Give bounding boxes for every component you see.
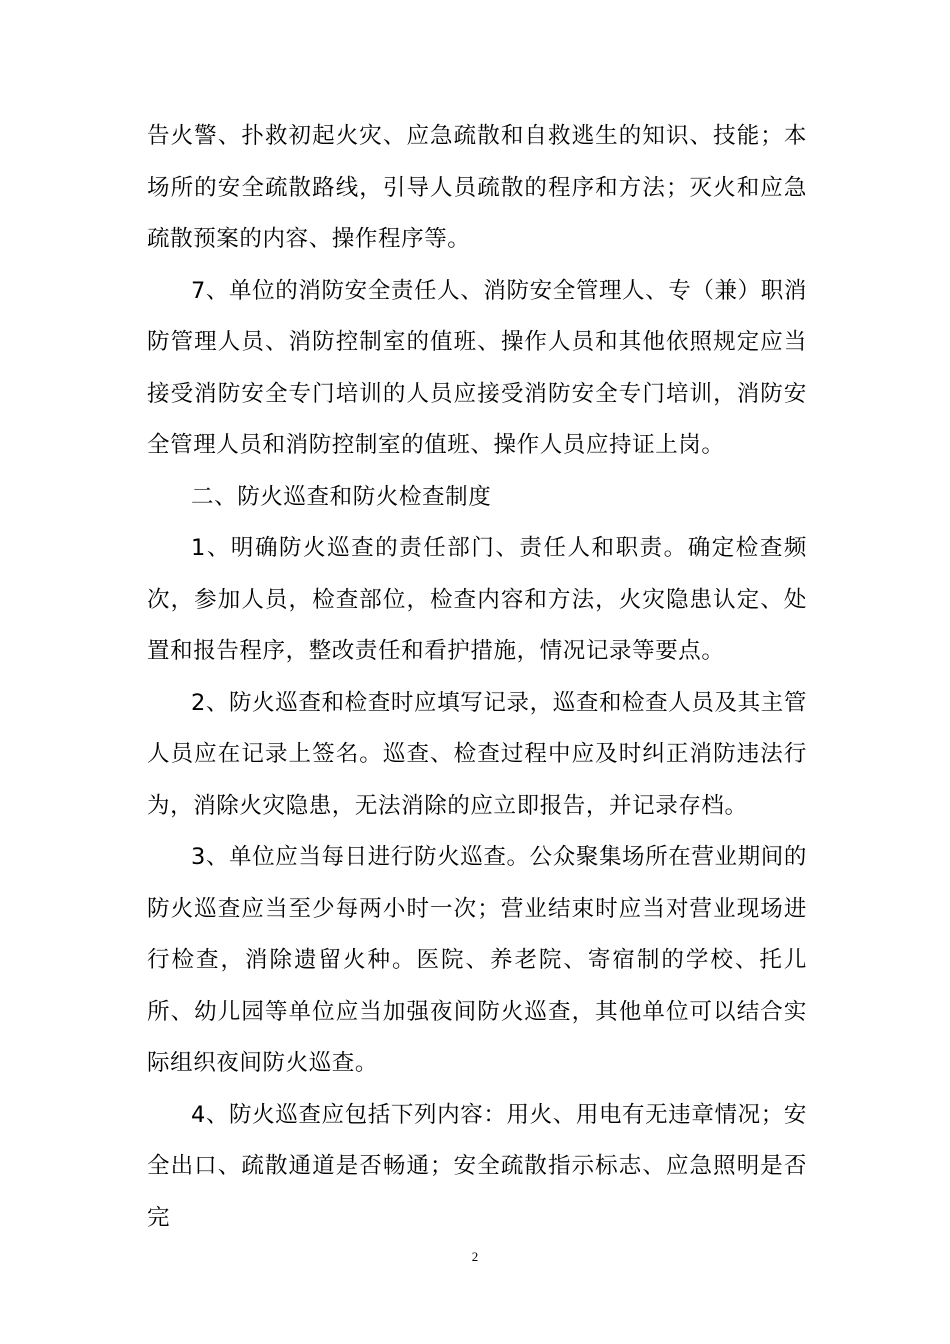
- paragraph-6: 4、防火巡查应包括下列内容：用火、用电有无违章情况；安全出口、疏散通道是否畅通；安全疏散指示标志、应急照明是否完: [147, 1101, 807, 1231]
- document-body: [147, 111, 807, 1244]
- paragraph-3: 1、明确防火巡查的责任部门、责任人和职责。确定检查频次，参加人员，检查部位，检查内容和方法，火灾隐患认定、处置和报告程序，整改责任和看护措施，情况记录等要点。: [147, 535, 807, 664]
- section-heading: 二、防火巡查和防火检查制度: [191, 483, 492, 510]
- paragraph-5: 3、单位应当每日进行防火巡查。公众聚集场所在营业期间的防火巡查应当至少每两小时一次；营业结束时应当对营业现场进行检查，消除遗留火种。医院、养老院、寄宿制的学校、托儿所、幼儿园等单位应当加强夜间防火巡查，其他单位可以结合实际组织夜间防火巡查。: [147, 844, 807, 1076]
- paragraph-2: 7、单位的消防安全责任人、消防安全管理人、专（兼）职消防管理人员、消防控制室的值班、操作人员和其他依照规定应当接受消防安全专门培训的人员应接受消防安全专门培训，消防安全管理人员和消防控制室的值班、操作人员应持证上岗。: [147, 277, 807, 458]
- paragraph-4: 2、防火巡查和检查时应填写记录，巡查和检查人员及其主管人员应在记录上签名。巡查、检查过程中应及时纠正消防违法行为，消除火灾隐患，无法消除的应立即报告，并记录存档。: [147, 689, 807, 819]
- page-number: 2: [471, 1249, 479, 1264]
- paragraph-1: 告火警、扑救初起火灾、应急疏散和自救逃生的知识、技能；本场所的安全疏散路线，引导人员疏散的程序和方法；灭火和应急疏散预案的内容、操作程序等。: [147, 123, 807, 252]
